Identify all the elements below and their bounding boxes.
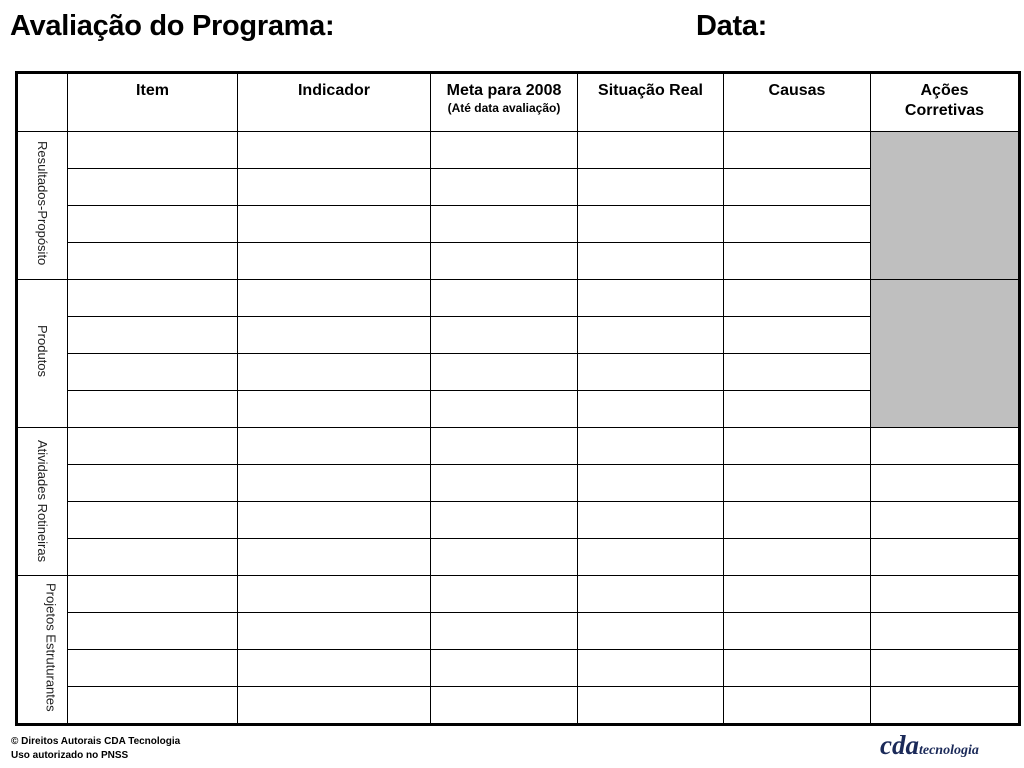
table-cell[interactable]: [431, 206, 578, 243]
section-label-cell: [17, 576, 68, 725]
copyright-line: © Direitos Autorais CDA Tecnologia: [11, 736, 181, 747]
table-cell[interactable]: [68, 243, 238, 280]
table-cell[interactable]: [578, 650, 724, 687]
header-item: Item: [68, 73, 238, 132]
table-cell[interactable]: [871, 465, 1020, 502]
table-cell[interactable]: [68, 576, 238, 613]
header-corner: [17, 73, 68, 132]
header-meta: Meta para 2008 (Até data avaliação): [431, 73, 578, 132]
table-cell[interactable]: [724, 391, 871, 428]
table-cell[interactable]: [68, 502, 238, 539]
table-cell[interactable]: [578, 613, 724, 650]
table-cell[interactable]: [724, 613, 871, 650]
table-row: [17, 428, 1020, 465]
table-cell[interactable]: [68, 613, 238, 650]
table-cell[interactable]: [578, 576, 724, 613]
table-cell[interactable]: [871, 613, 1020, 650]
table-cell[interactable]: [431, 428, 578, 465]
table-cell[interactable]: [431, 650, 578, 687]
usage-line: Uso autorizado no PNSS: [11, 750, 129, 761]
table-cell[interactable]: [68, 169, 238, 206]
table-row: [17, 317, 1020, 354]
table-cell[interactable]: [68, 206, 238, 243]
table-cell[interactable]: [724, 502, 871, 539]
table-cell[interactable]: [238, 280, 431, 317]
table-cell[interactable]: [238, 502, 431, 539]
table-cell[interactable]: [578, 354, 724, 391]
table-row: [17, 539, 1020, 576]
table-cell[interactable]: [238, 576, 431, 613]
table-cell[interactable]: [724, 687, 871, 725]
table-cell[interactable]: [431, 687, 578, 725]
page-title: Avaliação do Programa:: [10, 10, 335, 42]
table-cell[interactable]: [431, 502, 578, 539]
section-label: Produtos: [35, 324, 50, 378]
section-label: Atividades Rotineiras: [35, 440, 50, 563]
table-cell[interactable]: [578, 391, 724, 428]
table-row: [17, 650, 1020, 687]
header-row: [17, 73, 1020, 132]
table-cell[interactable]: [724, 243, 871, 280]
table-cell[interactable]: [431, 280, 578, 317]
table-cell[interactable]: [431, 317, 578, 354]
table-cell[interactable]: [431, 613, 578, 650]
section-label-cell: [17, 132, 68, 280]
table-cell[interactable]: [238, 243, 431, 280]
table-row: [17, 613, 1020, 650]
table-cell[interactable]: [431, 465, 578, 502]
table-cell[interactable]: [431, 243, 578, 280]
table-cell[interactable]: [871, 687, 1020, 725]
table-row: [17, 132, 1020, 169]
table-cell[interactable]: [238, 613, 431, 650]
table-cell[interactable]: [578, 206, 724, 243]
date-label: Data:: [696, 10, 768, 42]
cda-logo: [880, 730, 979, 761]
table-cell[interactable]: [724, 206, 871, 243]
logo-suffix: tecnologia: [918, 743, 979, 758]
header-indicador: Indicador: [238, 73, 431, 132]
header-situacao: Situação Real: [578, 73, 724, 132]
table-row: [17, 169, 1020, 206]
table-row: [17, 206, 1020, 243]
table-row: [17, 280, 1020, 317]
table-cell[interactable]: [68, 650, 238, 687]
table-cell[interactable]: [238, 391, 431, 428]
table-cell[interactable]: [871, 650, 1020, 687]
copyright-footer: [11, 735, 180, 763]
table-cell[interactable]: [238, 169, 431, 206]
table-cell[interactable]: [871, 576, 1020, 613]
table-row: [17, 687, 1020, 725]
table-cell[interactable]: [578, 317, 724, 354]
table-row: [17, 465, 1020, 502]
table-cell[interactable]: [431, 354, 578, 391]
table-cell[interactable]: [578, 132, 724, 169]
table-cell[interactable]: [238, 465, 431, 502]
table-cell[interactable]: [68, 465, 238, 502]
table-cell[interactable]: [238, 539, 431, 576]
table-cell[interactable]: [238, 428, 431, 465]
table-cell[interactable]: [431, 576, 578, 613]
table-cell[interactable]: [724, 354, 871, 391]
logo-main: cda: [880, 730, 919, 760]
table-cell[interactable]: [238, 132, 431, 169]
table-cell[interactable]: [724, 465, 871, 502]
section-label: Resultados-Propósito: [35, 140, 50, 266]
table-cell[interactable]: [578, 243, 724, 280]
table-cell[interactable]: [238, 687, 431, 725]
table-cell[interactable]: [871, 428, 1020, 465]
table-cell[interactable]: [431, 169, 578, 206]
table-row: [17, 354, 1020, 391]
table-cell[interactable]: [578, 169, 724, 206]
table-cell[interactable]: [578, 280, 724, 317]
table-cell[interactable]: [431, 391, 578, 428]
table-cell[interactable]: [431, 132, 578, 169]
table-cell[interactable]: [578, 465, 724, 502]
table-cell[interactable]: [871, 502, 1020, 539]
table-cell[interactable]: [578, 502, 724, 539]
table-cell[interactable]: [724, 169, 871, 206]
table-cell[interactable]: [724, 132, 871, 169]
header-causas: Causas: [724, 73, 871, 132]
header-acoes: Ações Corretivas: [871, 73, 1020, 132]
table-cell[interactable]: [724, 428, 871, 465]
table-cell[interactable]: [68, 687, 238, 725]
evaluation-table: [15, 71, 1021, 726]
table-cell[interactable]: [724, 650, 871, 687]
table-cell[interactable]: [238, 354, 431, 391]
table-cell[interactable]: [578, 539, 724, 576]
table-cell[interactable]: [238, 650, 431, 687]
table-cell[interactable]: [431, 539, 578, 576]
table-cell[interactable]: [724, 280, 871, 317]
table-row: [17, 502, 1020, 539]
table-cell[interactable]: [68, 280, 238, 317]
table-cell[interactable]: [724, 317, 871, 354]
section-label: Projetos Estruturantes: [43, 582, 59, 712]
table-cell[interactable]: [578, 428, 724, 465]
table-row: [17, 243, 1020, 280]
table-cell[interactable]: [68, 428, 238, 465]
table-cell[interactable]: [238, 317, 431, 354]
shaded-block: [871, 280, 1020, 428]
section-label-cell: [17, 428, 68, 576]
table-cell[interactable]: [724, 576, 871, 613]
table-cell[interactable]: [68, 354, 238, 391]
table-cell[interactable]: [68, 539, 238, 576]
table-cell[interactable]: [724, 539, 871, 576]
table-cell[interactable]: [238, 206, 431, 243]
section-label-cell: [17, 280, 68, 428]
table-cell[interactable]: [578, 687, 724, 725]
table-cell[interactable]: [68, 317, 238, 354]
table-cell[interactable]: [871, 539, 1020, 576]
table-cell[interactable]: [68, 391, 238, 428]
table-row: [17, 576, 1020, 613]
table-cell[interactable]: [68, 132, 238, 169]
table-row: [17, 391, 1020, 428]
shaded-block: [871, 132, 1020, 280]
header-meta-sub: (Até data avaliação): [447, 101, 561, 115]
